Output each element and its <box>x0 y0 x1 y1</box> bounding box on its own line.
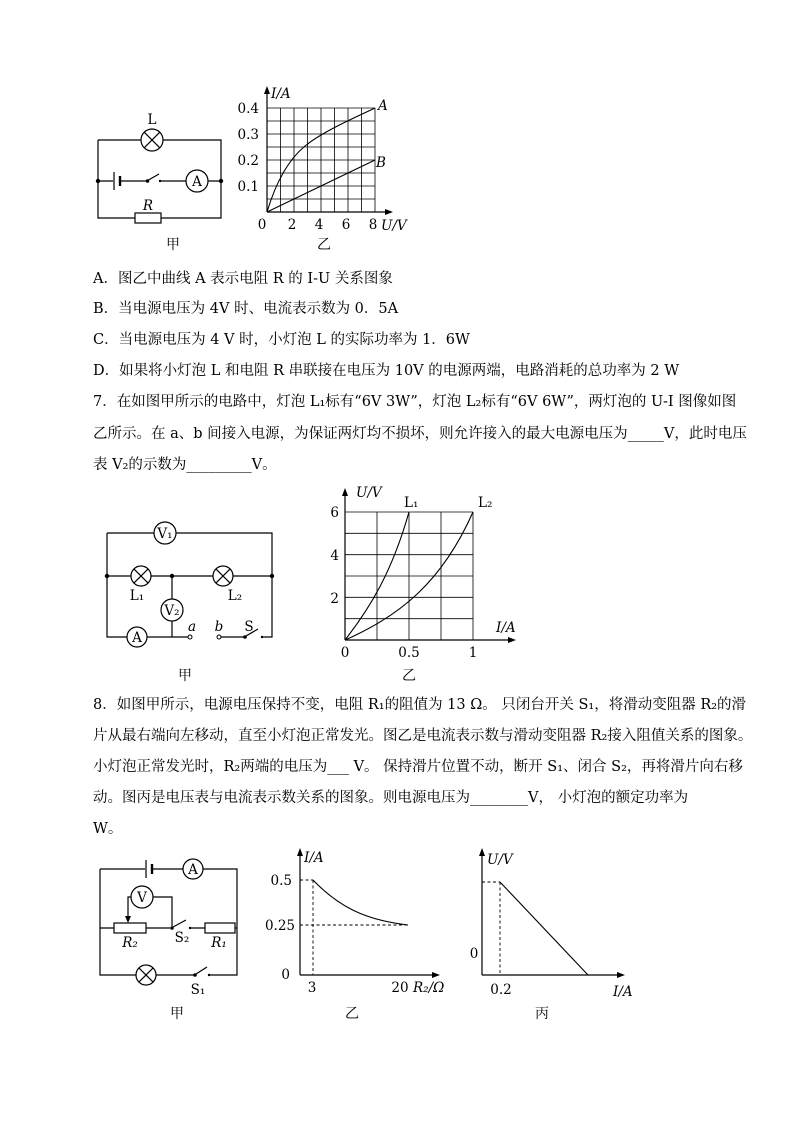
q8-graph-b <box>265 848 444 1022</box>
voltmeter-icon <box>154 522 176 544</box>
terminal-b <box>217 635 221 639</box>
voltmeter-v1-label: V₁ <box>157 526 173 542</box>
resistor-r1-icon <box>205 923 235 933</box>
q6-option-b: B．当电源电压为 4V 时、电流表示数为 0．5A <box>93 301 399 317</box>
ammeter-icon <box>183 859 203 879</box>
switch-icon <box>146 174 162 183</box>
current-resistance-curve <box>313 880 408 925</box>
curve-l2-label: L₂ <box>478 495 493 511</box>
grid <box>267 108 375 212</box>
origin-label: 0 <box>281 967 290 983</box>
y-axis-label: U/V <box>356 485 382 501</box>
q8-circuit <box>100 859 237 1022</box>
battery-icon <box>114 172 120 190</box>
y-tick-label: 0.1 <box>237 179 259 195</box>
figure-caption: 乙 <box>402 668 416 684</box>
node-dot <box>96 179 100 183</box>
q7-text-line-2: 乙所示。在 a、b 间接入电源，为保证两灯均不损坏，则允许接入的最大电源电压为_____V，此时电压 <box>93 426 747 442</box>
lamp-icon <box>136 965 156 985</box>
grid <box>345 512 473 640</box>
terminal-a <box>188 635 192 639</box>
switch-icon <box>193 967 210 977</box>
x-tick-label: 20 <box>391 980 409 996</box>
voltmeter-label: V <box>137 890 147 906</box>
battery-icon <box>146 860 152 878</box>
q7-text-line-3: 表 V₂的示数为_________V。 <box>93 457 277 473</box>
lamp-l2-label: L₂ <box>227 588 243 604</box>
y-axis-label: I/A <box>271 86 291 102</box>
terminal-a-label: a <box>187 619 197 635</box>
r2-label: R₂ <box>122 935 138 951</box>
y-axis <box>479 848 485 975</box>
y-tick-label: 0.25 <box>264 918 295 934</box>
curve-a-label: A <box>378 98 388 114</box>
x-axis <box>267 209 393 215</box>
voltage-current-line <box>500 882 588 975</box>
lamp-icon <box>141 129 163 151</box>
lamp-icon <box>131 566 151 586</box>
s1-label: S₁ <box>190 982 206 998</box>
figure-caption: 乙 <box>317 237 331 253</box>
y-axis <box>264 86 270 212</box>
r1-label: R₁ <box>211 935 227 951</box>
curve-l1-label: L₁ <box>404 495 419 511</box>
curve-b-label: B <box>376 155 386 171</box>
y-axis-label: U/V <box>487 852 513 868</box>
node-dot <box>105 574 109 578</box>
y-tick-label: 0.3 <box>237 127 259 143</box>
resistor-icon <box>135 213 161 223</box>
node-dot <box>270 574 274 578</box>
x-tick-label: 0.5 <box>398 645 420 661</box>
lamp-icon <box>213 566 233 586</box>
x-axis-label: I/A <box>496 620 516 636</box>
lamp-label: L <box>147 112 157 128</box>
q6-option-c: C．当电源电压为 4 V 时，小灯泡 L 的实际功率为 1．6W <box>93 332 470 348</box>
q8-text-line-3: 小灯泡正常发光时，R₂两端的电压为___ V。 保持滑片位置不动，断开 S₁、闭合 S₂，再将滑片向右移 <box>93 759 743 775</box>
y-axis-label: I/A <box>304 850 324 866</box>
y-tick-label: 0.2 <box>237 153 259 169</box>
x-tick-label: 2 <box>287 217 297 233</box>
ammeter-icon <box>127 627 147 647</box>
terminal-b-label: b <box>214 619 224 635</box>
origin-label: 0 <box>469 946 479 962</box>
ammeter-label: A <box>188 862 198 878</box>
node-dot <box>219 179 223 183</box>
figure-caption: 甲 <box>166 237 180 253</box>
voltmeter-icon <box>131 886 153 908</box>
ammeter-label: A <box>192 174 202 190</box>
ammeter-label: A <box>132 630 142 646</box>
x-tick-label: 6 <box>341 217 351 233</box>
figure-caption: 乙 <box>345 1006 359 1022</box>
x-axis-label: I/A <box>613 984 633 1000</box>
figure-caption: 甲 <box>170 1006 184 1022</box>
q6-option-a: A．图乙中曲线 A 表示电阻 R 的 I-U 关系图象 <box>93 271 393 287</box>
rheostat-r2-icon <box>114 923 146 933</box>
s2-label: S₂ <box>174 930 190 946</box>
voltmeter-icon <box>161 599 183 621</box>
resistor-label: R <box>142 198 154 214</box>
lamp-l1-label: L₁ <box>129 588 145 604</box>
x-axis-label: R₂/Ω <box>413 980 445 996</box>
x-tick-label: 8 <box>368 217 378 233</box>
q6-option-d: D．如果将小灯泡 L 和电阻 R 串联接在电压为 10V 的电源两端，电路消耗的总功率为 2 W <box>93 363 680 379</box>
q7-text-line-1: 7．在如图甲所示的电路中，灯泡 L₁标有“6V 3W”，灯泡 L₂标有“6V 6W”，两灯泡的 U-I 图像如图 <box>93 394 737 410</box>
q6-graph <box>238 86 408 253</box>
q8-circuit-wires <box>100 869 237 975</box>
ammeter-icon <box>186 170 208 192</box>
x-axis <box>345 637 516 643</box>
y-axis <box>297 848 303 975</box>
node-dot <box>170 574 174 578</box>
x-tick-label: 4 <box>314 217 324 233</box>
x-tick-label: 0 <box>257 217 267 233</box>
x-tick-label: 0.2 <box>490 982 512 998</box>
q7-circuit <box>105 522 274 684</box>
voltmeter-v2-label: V₂ <box>164 603 180 619</box>
y-tick-label: 0.4 <box>237 101 259 117</box>
y-tick-label: 0.5 <box>270 873 292 889</box>
q8-text-line-4: 动。图丙是电压表与电流表示数关系的图象。则电源电压为________V， 小灯泡的额定功率为 <box>93 790 689 806</box>
y-tick-label: 2 <box>330 591 339 607</box>
q8-text-line-1: 8．如图甲所示，电源电压保持不变，电阻 R₁的阻值为 13 Ω。 只闭台开关 S₁，将滑动变阻器 R₂的滑 <box>93 697 747 713</box>
switch-icon <box>170 920 191 930</box>
q6-circuit-wires <box>98 140 221 218</box>
x-axis <box>300 972 440 978</box>
figure-caption: 丙 <box>535 1006 549 1022</box>
y-tick-label: 6 <box>330 505 339 521</box>
y-tick-label: 4 <box>330 548 339 564</box>
q6-circuit <box>96 112 223 253</box>
switch-label: S <box>244 619 254 635</box>
y-axis <box>342 488 348 640</box>
figure-caption: 甲 <box>178 668 192 684</box>
slider-arrow-icon <box>125 916 131 923</box>
q8-text-line-2: 片从最右端向左移动，直至小灯泡正常发光。图乙是电流表示数与滑动变阻器 R₂接入阻值关系的图象。 <box>93 728 753 744</box>
origin-label: 0 <box>340 645 350 661</box>
x-tick-label: 3 <box>307 980 317 996</box>
q8-graph-c <box>470 848 633 1022</box>
x-tick-label: 1 <box>468 645 478 661</box>
q8-text-line-5: W。 <box>93 821 123 837</box>
q7-graph <box>330 485 516 684</box>
x-axis <box>482 972 625 978</box>
x-axis-label: U/V <box>381 218 407 234</box>
